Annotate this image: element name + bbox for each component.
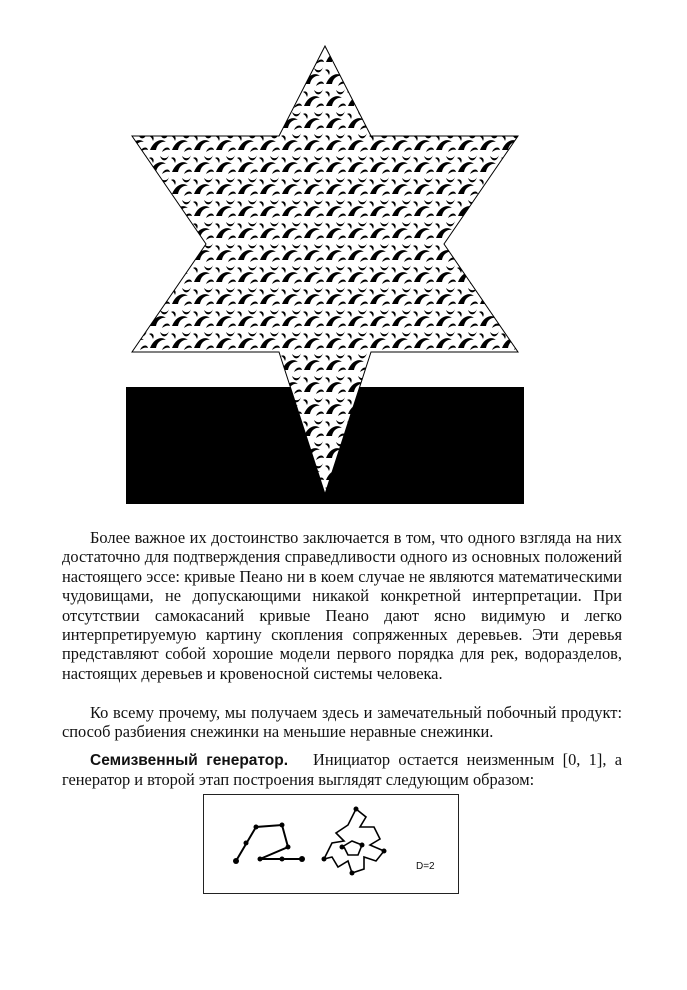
- generator-nodes: [233, 823, 305, 865]
- paragraph-2: Ко всему прочему, мы получаем здесь и замечательный побочный продукт: способ разбиения снежинки на меньшие неравные снежинки.: [62, 703, 622, 742]
- section-seven-link-generator: [62, 750, 622, 790]
- section-heading: Семизвенный генератор.: [90, 752, 289, 769]
- fractal-snowflake-svg: [126, 44, 524, 504]
- paragraph-1: Более важное их достоинство заключается в том, что одного взгляда на них достаточно для подтверждения справедливости одного из основных положений настоящего эссе: кривые Пеано ни в коем случае не являются математическими чудовищами, не допускающими никакой конкретной интерпретации. При отсутствии самокасаний кривые Пеано дают ясно видимую и легко интерпретируемую картину скопления сопряженных деревьев. Эти деревья представляют собой хорошие модели первого порядка для рек, водоразделов, настоящих деревьев и кровеносной системы человека.: [62, 528, 622, 683]
- section-text: Инициатор остается неизменным [0, 1], а генератор и второй этап построения выглядят следующим образом:: [62, 750, 623, 790]
- generator-figure: [203, 794, 459, 894]
- second-stage-curve: [324, 809, 384, 873]
- generator-diagram: [204, 795, 460, 895]
- dimension-label: D=2: [416, 861, 435, 872]
- fractal-snowflake-figure: [126, 44, 524, 504]
